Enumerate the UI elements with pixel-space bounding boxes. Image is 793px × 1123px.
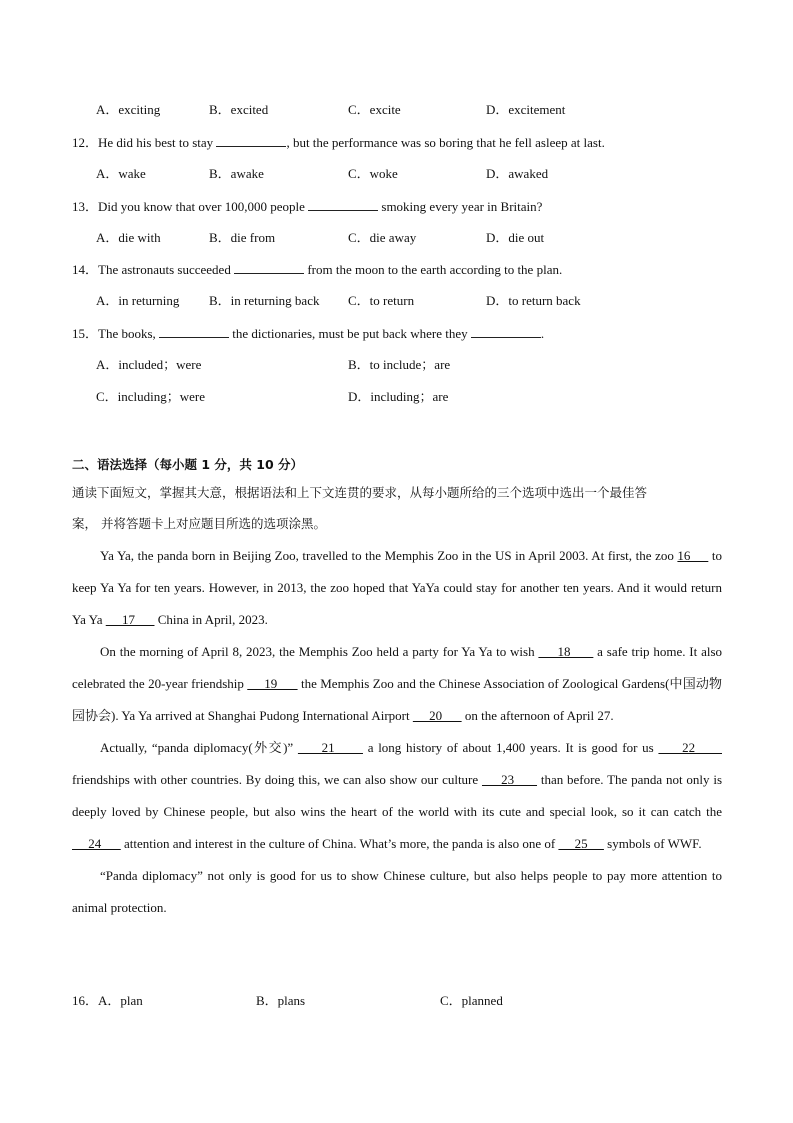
passage-text: attention and interest in the culture of China. What’s more, the panda is also one of: [120, 836, 559, 851]
answer-blank: [216, 133, 286, 147]
blank-24: 24: [72, 836, 121, 851]
q11-option-b: B．excited: [209, 102, 269, 117]
passage-paragraph-2: [72, 636, 722, 732]
q14-stem: [72, 260, 562, 279]
passage-text: China in April, 2023.: [154, 612, 268, 627]
blank-19: 19: [247, 676, 298, 691]
q13-stem: [72, 197, 542, 216]
q11-option-c: C．excite: [348, 102, 401, 117]
q14-stem-before: 14．The astronauts succeeded: [72, 262, 235, 277]
passage-text: a safe trip home. It also celebrated the 20-year friendship: [72, 644, 723, 691]
blank-20: 20: [412, 708, 462, 723]
q13-stem-after: smoking every year in Britain?: [378, 199, 543, 214]
blank-22: 22: [658, 740, 722, 755]
q14-stem-after: from the moon to the earth according to the plan.: [304, 262, 563, 277]
blank-18: 18: [538, 644, 594, 659]
passage-paragraph-3: [72, 732, 722, 860]
passage-text: than before. The panda not only is deeply loved by Chinese people, but also wins the heart of the world with its cute and special look, so it can catch the: [72, 772, 722, 819]
q14-option-b: B．in returning back: [209, 293, 320, 308]
blank-21: 21: [297, 740, 363, 755]
answer-blank: [471, 324, 541, 338]
blank-16: 16: [677, 548, 709, 563]
q16-option-c: C．planned: [440, 993, 503, 1008]
answer-blank: [234, 260, 304, 274]
section-title: 二、语法选择（每小题 1 分，共 10 分）: [72, 457, 304, 472]
answer-blank: [308, 197, 378, 211]
q15-stem-after: .: [540, 326, 545, 341]
blank-17: 17: [105, 612, 155, 627]
passage-text: the Memphis Zoo and the Chinese Association of Zoological Gardens(中国动物园协会). Ya Ya arrived at Shanghai Pudong International Airport: [72, 676, 722, 723]
q13-option-b: B．die from: [209, 230, 276, 245]
q12-stem-after: , but the performance was so boring that he fell asleep at last.: [286, 135, 605, 150]
q13-stem-before: 13．Did you know that over 100,000 people: [72, 199, 309, 214]
q12-stem: [72, 133, 605, 152]
q13-option-c: C．die away: [348, 230, 417, 245]
section-instructions-line2: 案， 并将答题卡上对应题目所选的选项涂黑。: [72, 516, 326, 531]
q15-stem-before: 15．The books,: [72, 326, 160, 341]
q13-option-d: D．die out: [486, 230, 545, 245]
reading-passage: [72, 540, 722, 924]
section-instructions-line1: 通读下面短文，掌握其大意，根据语法和上下文连贯的要求，从每小题所给的三个选项中选出一个最佳答: [72, 485, 648, 500]
q15-stem-mid: the dictionaries, must be put back where they: [229, 326, 471, 341]
q14-option-a: A．in returning: [96, 293, 180, 308]
q14-option-c: C．to return: [348, 293, 415, 308]
q16-option-a: 16．A．plan: [72, 993, 143, 1008]
q15-option-d: D．including；are: [348, 389, 449, 404]
passage-text: on the afternoon of April 27.: [461, 708, 614, 723]
q12-option-a: A．wake: [96, 166, 146, 181]
passage-text: Ya Ya, the panda born in Beijing Zoo, travelled to the Memphis Zoo in the US in April 2003. At first, the zoo: [100, 548, 678, 563]
blank-25: 25: [558, 836, 604, 851]
q12-option-b: B．awake: [209, 166, 264, 181]
q15-stem: [72, 324, 544, 343]
blank-23: 23: [481, 772, 538, 787]
passage-paragraph-4: “Panda diplomacy” not only is good for us to show Chinese culture, but also helps people to pay more attention to animal protection.: [72, 868, 722, 915]
passage-text: On the morning of April 8, 2023, the Memphis Zoo held a party for Ya Ya to wish: [100, 644, 539, 659]
passage-text: Actually, “panda diplomacy(外交)”: [100, 740, 298, 755]
passage-text: friendships with other countries. By doing this, we can also show our culture: [72, 772, 482, 787]
q14-option-d: D．to return back: [486, 293, 581, 308]
passage-text: a long history of about 1,400 years. It is good for us: [362, 740, 659, 755]
passage-paragraph-1: [72, 540, 722, 636]
q16-option-b: B．plans: [256, 993, 306, 1008]
answer-blank: [159, 324, 229, 338]
q13-option-a: A．die with: [96, 230, 161, 245]
q11-option-a: A．exciting: [96, 102, 161, 117]
q12-option-c: C．woke: [348, 166, 398, 181]
q12-stem-before: 12．He did his best to stay: [72, 135, 217, 150]
q15-option-c: C．including；were: [96, 389, 206, 404]
q15-option-a: A．included；were: [96, 357, 202, 372]
q11-option-d: D．excitement: [486, 102, 566, 117]
passage-text: to keep Ya Ya for ten years. However, in 2013, the zoo hoped that YaYa could stay for another ten years. And it would return Ya Ya: [72, 548, 723, 627]
passage-text: symbols of WWF.: [603, 836, 702, 851]
q12-option-d: D．awaked: [486, 166, 549, 181]
q15-option-b: B．to include；are: [348, 357, 451, 372]
